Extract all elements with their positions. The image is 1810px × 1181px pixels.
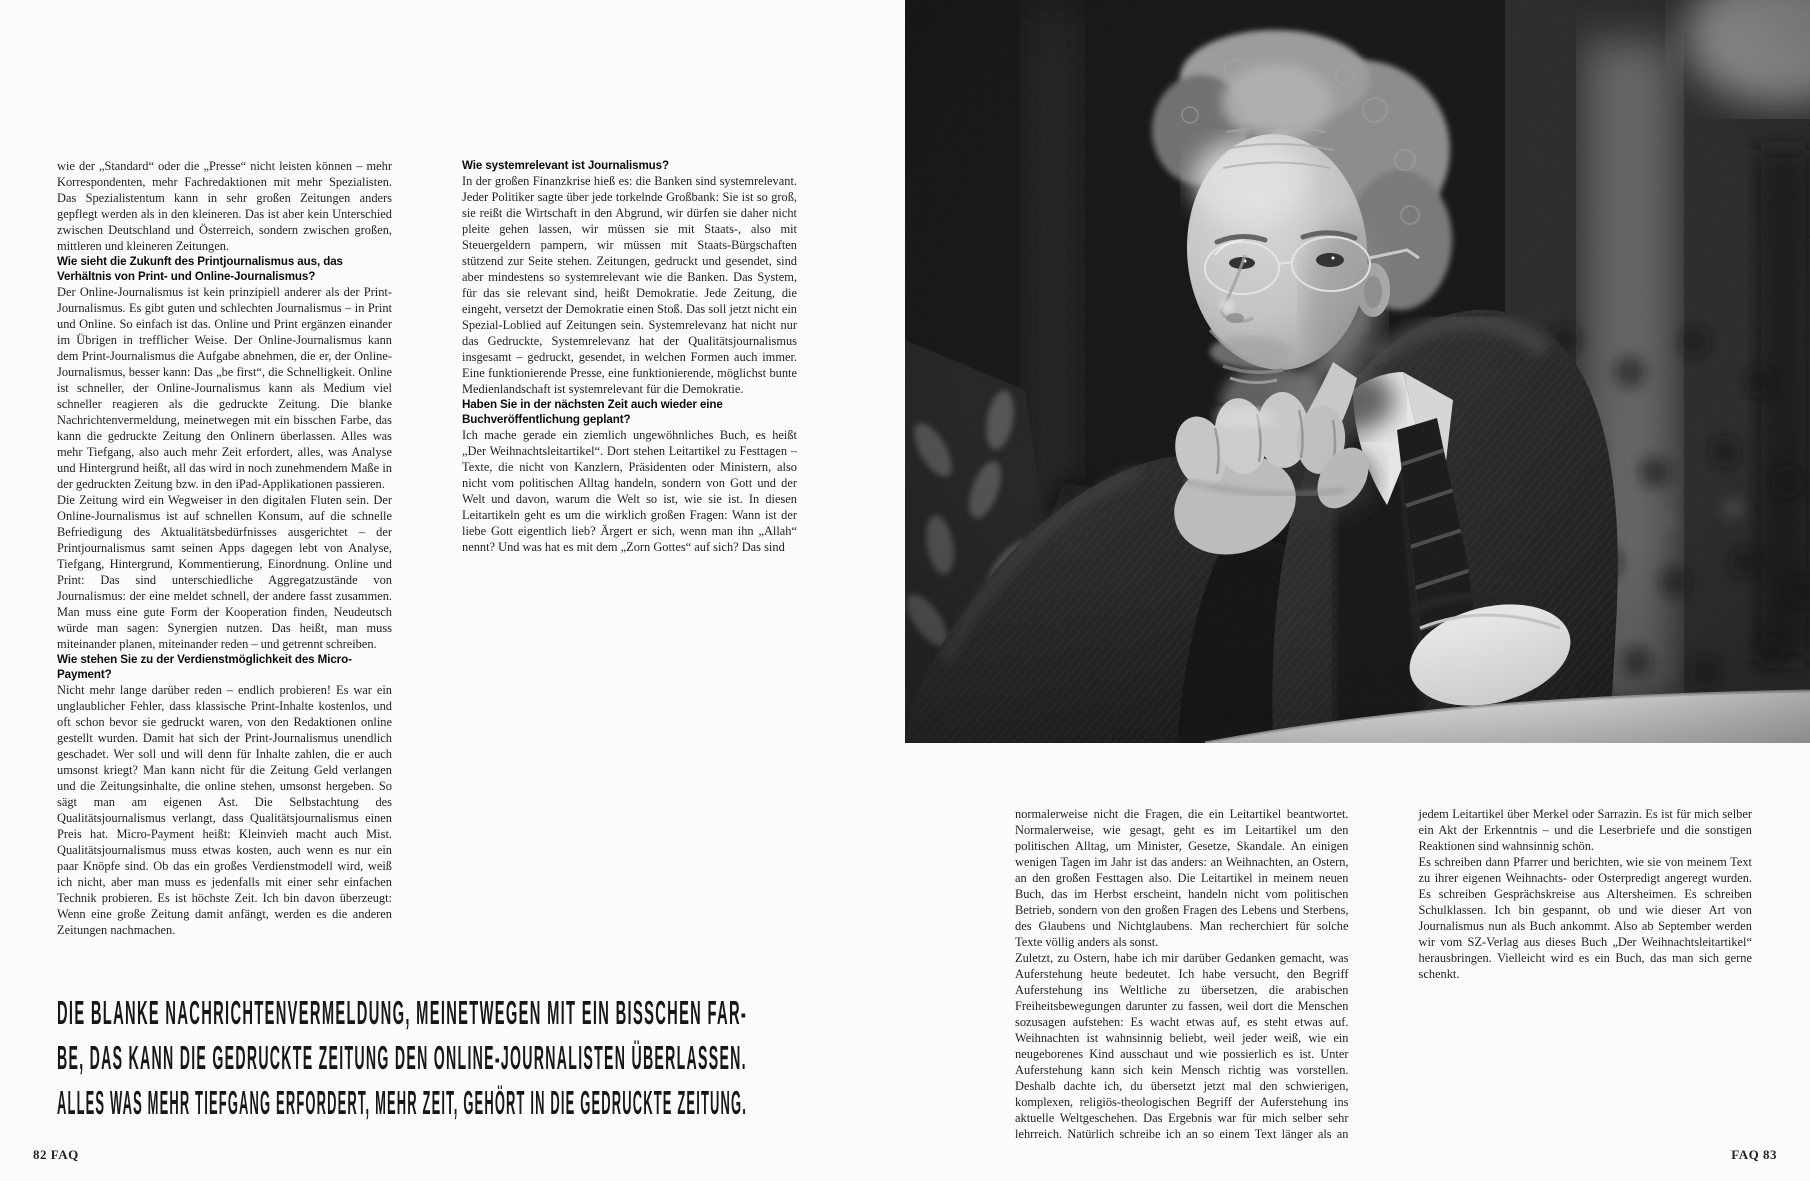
body-paragraph: Nicht mehr lange darüber reden – endlich probieren! Es war ein unglaublicher Fehler, dass klassische Print-Inhalte kostenlos, und oft schon bevor sie gedruckt waren, von den Redaktionen online gestellt wurden. Damit hat sich der Print-Journalismus unendlich geschadet. Wer soll und will denn für Inhalte zahlen, die er auch umsonst kriegt? Man kann nicht für die Zeitung Geld verlangen und die Zeitungsinhalte, die online stehen, umsonst hergeben. So sägt man am eigenen Ast. Die Selbstachtung des Qualitätsjournalismus verlangt, dass Qualitätsjournalismus einen Preis hat. Micro-Payment heißt: Kleinvieh macht auch Mist. Qualitätsjournalismus muss etwas kosten, auch wenn es nur ein paar Knöpfe sind. Ob das ein großes Verdienstmodell wird, weiß ich nicht, aber man muss es jedenfalls mit einer sehr einfachen Technik probieren. Es ist höchste Zeit. Ich bin davon überzeugt: Wenn eine große Zeitung damit anfängt, werden es die anderen Zeitungen nachmachen. [57,683,392,937]
portrait-photo [905,0,1810,743]
body-paragraph: Der Online-Journalismus ist kein prinzipiell anderer als der Print-Journalismus. Es gibt guten und schlechten Journalismus – in Print und Online. So einfach ist das. Online und Print ergänzen einander im Übrigen in trefflicher Weise. Der Online-Journalismus kann dem Print-Journalismus die Aufgabe abnehmen, die er, der Online-Journalismus, besser kann: Das „be first“, die Schnelligkeit. Online ist schneller, der Online-Journalismus kann als Medium viel schneller reagieren als die gedruckte Zeitung. Die blanke Nachrichtenvermeldung, meinetwegen mit ein bisschen Farbe, das kann die gedruckte Zeitung den Onlinern überlassen. Alles was mehr Tiefgang, also auch mehr Zeit erfordert, alles, was Analyse und Hintergrund heißt, all das wird in noch zunehmendem Maße in der gedruckten Zeitung bzw. in den iPad-Applikationen passieren. [57,285,392,491]
interview-question: Haben Sie in der nächsten Zeit auch wieder eine Buchveröffentlichung geplant? [462,398,723,426]
body-paragraph: Zuletzt, zu Ostern, habe ich mir darüber Gedanken gemacht, was Auferstehung heute bedeutet. Ich habe versucht, den Begriff Auferstehung ins Weltliche zu übersetzen, die arabischen Freiheitsbewegungen darunter zu fassen, weil dort die Menschen sozusagen aufstehen: Es wacht etwas auf, es steht etwas auf. Weihnachten ist wahnsinnig beliebt, weil jeder weiß, wie ein neugeborenes Kind ausschaut und wie possierlich es ist. Unter Auferstehung kann sich kein Mensch richtig was vorstellen. Deshalb dachte ich, du übersetzt jetzt mal den schwierigen, komplexen, religiös-theologischen Begriff der Auferstehung ins aktuelle Weltgeschehen. Das Ergebnis war für mich selber sehr lehrreich. Natürlich schreibe ich an so einem Text länger als an jedem Leitartikel über Merkel oder Sarrazin. Es ist für mich selber ein Akt der Erkenntnis – und die Leserbriefe und die sonstigen Reaktionen sind wahnsinnig schön. [1015,807,1752,1141]
interview-question: Wie systemrelevant ist Journalismus? [462,159,669,172]
body-paragraph: wie der „Standard“ oder die „Presse“ nicht leisten können – mehr Korrespondenten, mehr Fachredaktionen mit mehr Spezialisten. Das Spezialistentum kann in sehr großen Zeitungen anders gepflegt werden als in den kleineren. Das ist aber kein Unterschied zwischen Deutschland und Österreich, sondern zwischen großen, mittleren und kleineren Zeitungen. [57,159,392,253]
page-number-left: 82 FAQ [33,1147,79,1162]
interview-question: Wie stehen Sie zu der Verdienstmöglichkeit des Micro-Payment? [57,653,352,681]
right-page-text-columns [1015,806,1752,1142]
page-number-right: FAQ 83 [1731,1147,1777,1162]
pull-quote-line: DIE BLANKE NACHRICHTENVERMELDUNG, MEINETWEGEN MIT EIN BISSCHEN FAR- [57,994,748,1031]
body-paragraph: normalerweise nicht die Fragen, die ein Leitartikel beantwortet. Normalerweise, wie gesagt, geht es im Leitartikel um den politischen Alltag, um Minister, Gesetze, Skandale. An einigen wenigen Tagen im Jahr ist das anders: an Weihnachten, an Ostern, an den großen Festtagen also. Die Leitartikel in meinem neuen Buch, das im Herbst erscheint, handeln nicht vom politischen Betrieb, sondern von den großen Fragen des Lebens und Sterbens, des Glaubens und Nichtglaubens. Man recherchiert für solche Texte völlig anders als sonst. [1015,807,1349,949]
pull-quote-line: ALLES WAS MEHR TIEFGANG ERFORDERT, MEHR ZEIT, GEHÖRT IN DIE GEDRUCKTE ZEITUNG. [57,1084,748,1121]
body-paragraph: In der großen Finanzkrise hieß es: die Banken sind systemrelevant. Jeder Politiker sagte über jede torkelnde Großbank: Sie ist so groß, sie reißt die Wirtschaft in den Abgrund, wir dürfen sie daher nicht pleite gehen lassen, wir müssen sie mit Staats-, also mit Steuergeldern pampern, wir müssen mit Staats-Bürgschaften stützend zur Seite stehen. Zeitungen, gedruckt und gesendet, sind aber mindestens so systemrelevant wie die Banken. Das System, für das sie relevant sind, heißt Demokratie. Jede Zeitung, die eingeht, versetzt der Demokratie einen Stoß. Das soll jetzt nicht ein Spezial-Loblied auf Zeitungen sein. Systemrelevanz hat nicht nur das Gedruckte, Systemrelevanz hat der Qualitätsjournalismus insgesamt – gedruckt, gesendet, in welchen Formen auch immer. Eine funktionierende Presse, eine funktionierende, möglichst bunte Medienlandschaft ist systemrelevant für die Demokratie. [462,174,797,396]
body-paragraph: Ich mache gerade ein ziemlich ungewöhnliches Buch, es heißt „Der Weihnachtsleitartikel“. Dort stehen Leitartikel zu Festtagen – Texte, die nicht von Kanzlern, Präsidenten oder Ministern, also nicht vom politischen Alltag handeln, sondern von Gott und der Welt und davon, warum die Welt so ist, wie sie ist. In diesen Leitartikeln geht es um die wirklich großen Fragen: Wann ist der liebe Gott eigentlich lieb? Ärgert er sich, wenn man ihn „Allah“ nennt? Und was hat es mit dem „Zorn Gottes“ auf sich? Das sind [462,428,797,554]
left-page-text-columns [57,158,797,948]
body-paragraph: Es schreiben dann Pfarrer und berichten, wie sie von meinem Text zu ihrer eigenen Weihnachts- oder Osterpredigt angeregt wurden. Es schreiben Gesprächskreise aus Altersheimen. Es schreiben Schulklassen. Ich bin gespannt, ob und wie dieser Art von Journalismus nun als Buch ankommt. Also ab September werden wir vom SZ-Verlag aus dieses Buch „Der Weihnachtsleitartikel“ herausbringen. Vielleicht wird es ein Buch, das man sich gerne schenkt. [1418,855,1752,981]
interview-question: Wie sieht die Zukunft des Printjournalismus aus, das Verhältnis von Print- und Online-Journalismus? [57,255,343,283]
portrait-photo-illustration [905,0,1810,743]
pull-quote-line: BE, DAS KANN DIE GEDRUCKTE ZEITUNG DEN ONLINE-JOURNALISTEN ÜBERLASSEN. [57,1039,747,1076]
pull-quote [57,990,747,1125]
body-paragraph: Die Zeitung wird ein Wegweiser in den digitalen Fluten sein. Der Online-Journalismus ist auf schnellen Konsum, auf die schnelle Befriedigung des Aktualitätsbedürfnisses ausgerichtet – der Printjournalismus samt seinen Apps dagegen lebt von Analyse, Tiefgang, Hintergrund, Kommentierung, Einordnung. Online und Print: Das sind unterschiedliche Aggregatzustände von Journalismus: der eine meldet schnell, der andere fasst zusammen. Man muss eine gute Form der Kooperation finden, Neudeutsch würde man sagen: Synergien nutzen. Das heißt, man muss miteinander planen, miteinander reden – und getrennt schreiben. [57,493,392,651]
